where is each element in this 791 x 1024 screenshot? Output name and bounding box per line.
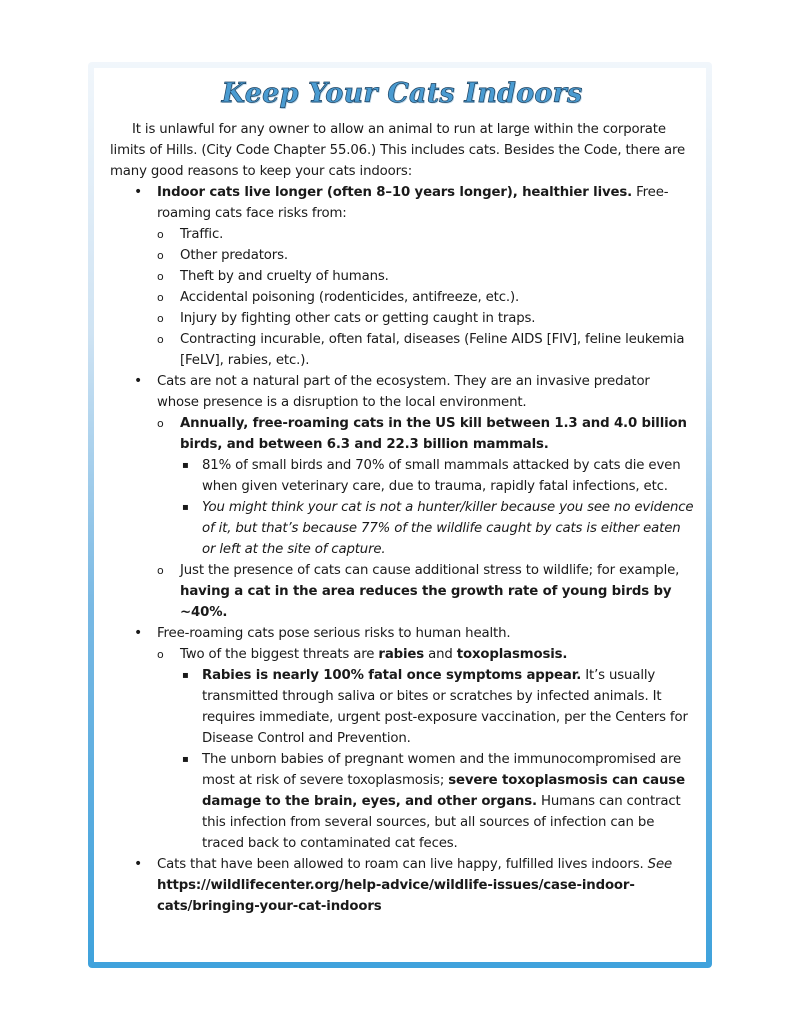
document-body [94,68,706,962]
list-item [180,749,694,854]
risks-list [157,224,694,371]
list-item: o Accidental poisoning (rodenticides, antifreeze, etc.). [157,287,694,308]
text: The unborn babies of pregnant women and the immunocompromised are most at risk of severe toxoplasmosis; [202,752,682,788]
list-item: ▪ 81% of small birds and 70% of small mammals attacked by cats die even when given veterinary care, due to trauma, rapidly fatal infections, etc. [180,455,694,497]
list-item: o Injury by fighting other cats or getting caught in traps. [157,308,694,329]
list-item [157,560,694,623]
text: Free-roaming cats face risks from: [157,185,669,221]
bold-text: Indoor cats live longer (often 8–10 years longer), healthier lives. [157,185,633,200]
bold-text: Annually, free-roaming cats in the US kill between 1.3 and 4.0 billion birds, and between 6.3 and 22.3 billion mammals. [180,416,687,452]
list-item: o Traffic. [157,224,694,245]
text: and [424,647,457,662]
threat-details-list [180,665,694,854]
bold-text: severe toxoplasmosis can cause damage to the brain, eyes, and other organs. [202,773,685,809]
list-item [110,854,694,917]
list-item: o Theft by and cruelty of humans. [157,266,694,287]
page-title: Keep Your Cats Indoors [221,78,583,109]
kill-details-list [180,455,694,560]
reasons-list [110,182,694,917]
italic-text: You might think your cat is not a hunter/killer because you see no evidence of it, but that’s because 77% of the wildlife caught by cats is either eaten or left at the site of capture. [202,500,694,557]
text: Two of the biggest threats are [180,647,379,662]
health-list [157,644,694,854]
text: It’s usually transmitted through saliva or bites or scratches by infected animals. It requires immediate, urgent post-exposure vaccination, per the Centers for Disease Control and Prevention. [202,668,688,746]
text: Free-roaming cats pose serious risks to human health. [157,626,511,641]
text: Humans can contract this infection from several sources, but all sources of infection can be traced back to contaminated cat feces. [202,794,681,851]
italic-text: See [647,857,673,872]
intro-paragraph: It is unlawful for any owner to allow an animal to run at large within the corporate limits of Hills. (City Code Chapter 55.06.) This includes cats. Besides the Code, there are many good reasons to keep your cats indoors: [110,122,686,179]
list-item [157,644,694,854]
text: Cats are not a natural part of the ecosystem. They are an invasive predator whose presence is a disruption to the local environment. [157,374,650,410]
text: Just the presence of cats can cause additional stress to wildlife; for example, [180,563,680,578]
bold-text: having a cat in the area reduces the growth rate of young birds by ~40%. [180,584,672,620]
document-frame [88,62,712,968]
list-item [110,182,694,371]
list-item [180,497,694,560]
bold-text: rabies [378,647,425,662]
bold-text: toxoplasmosis. [456,647,568,662]
list-item [180,665,694,749]
bold-text: Rabies is nearly 100% fatal once symptoms appear. [202,668,582,683]
list-item: o Contracting incurable, often fatal, diseases (Feline AIDS [FIV], feline leukemia [FeLV], rabies, etc.). [157,329,694,371]
ecosystem-list [157,413,694,623]
list-item [110,371,694,623]
list-item [110,623,694,854]
list-item: o Other predators. [157,245,694,266]
list-item [157,413,694,560]
resource-link[interactable]: https://wildlifecenter.org/help-advice/wildlife-issues/case-indoor-cats/bringing-your-cat-indoors [157,878,635,914]
text: Cats that have been allowed to roam can live happy, fulfilled lives indoors. [157,857,648,872]
